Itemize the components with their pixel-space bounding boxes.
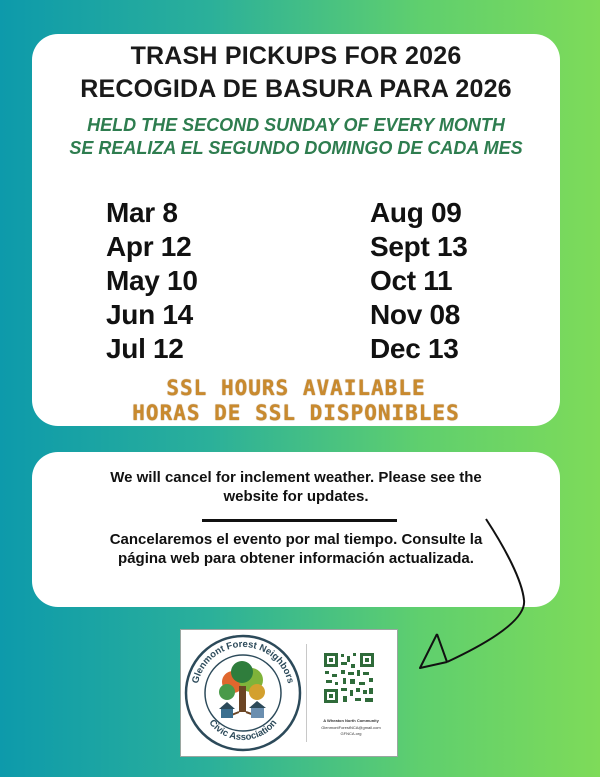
email-text: GlenmontForestNCA@gmail.com	[321, 725, 381, 730]
seal-top-text: Glenmont Forest Neighbors	[190, 638, 296, 685]
title-english: TRASH PICKUPS FOR 2026	[130, 42, 462, 70]
date-item: Mar 8	[106, 197, 178, 228]
schedule-card	[32, 34, 560, 426]
title-spanish: RECOGIDA DE BASURA PARA 2026	[80, 75, 512, 103]
qr-code-icon	[323, 652, 375, 704]
date-item: Oct 11	[370, 265, 453, 296]
tagline-text: A Wheaton North Community	[323, 718, 379, 723]
subtitle-english: HELD THE SECOND SUNDAY OF EVERY MONTH	[87, 115, 505, 135]
logo-divider	[306, 644, 307, 742]
date-item: Aug 09	[370, 197, 462, 228]
seal-bottom-text: Civic Association	[206, 717, 280, 744]
notice-spanish: Cancelaremos el evento por mal tiempo. Consulte la página web para obtener información actualizada.	[109, 531, 483, 567]
date-item: Nov 08	[370, 299, 461, 330]
date-item: Dec 13	[370, 333, 459, 364]
notice-english: We will cancel for inclement weather. Please see the website for updates.	[110, 469, 482, 505]
ssl-hours-english: SSL HOURS AVAILABLE	[166, 376, 426, 400]
association-seal	[181, 630, 306, 756]
date-item: Sept 13	[370, 231, 468, 262]
date-item: Jul 12	[106, 333, 184, 364]
date-item: Apr 12	[106, 231, 192, 262]
dates-column-left	[106, 196, 198, 366]
weather-notice-card	[32, 452, 560, 607]
subtitle-spanish: SE REALIZA EL SEGUNDO DOMINGO DE CADA MES	[69, 138, 523, 158]
website-text: GFNCA.org	[340, 731, 362, 736]
date-item: May 10	[106, 265, 198, 296]
date-item: Jun 14	[106, 299, 193, 330]
dates-column-right	[370, 196, 468, 366]
ssl-hours-spanish: HORAS DE SSL DISPONIBLES	[132, 401, 460, 425]
association-logo-box	[180, 629, 398, 757]
divider	[202, 519, 397, 522]
